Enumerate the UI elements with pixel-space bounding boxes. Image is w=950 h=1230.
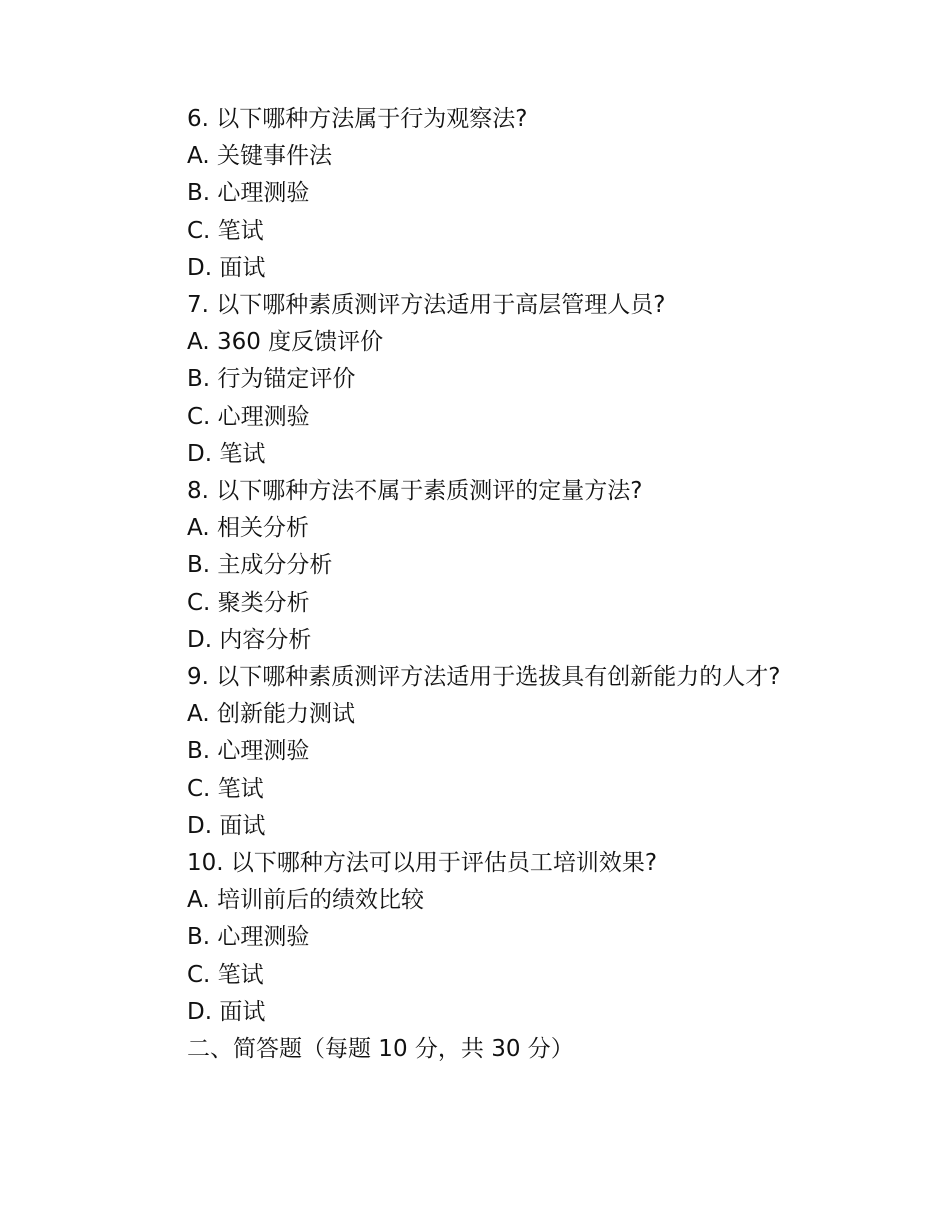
question-9-stem: 9. 以下哪种素质测评方法适用于选拔具有创新能力的人才? bbox=[187, 664, 781, 691]
question-7-stem: 7. 以下哪种素质测评方法适用于高层管理人员? bbox=[187, 292, 666, 319]
section-heading-short-answer: 二、简答题（每题 10 分，共 30 分） bbox=[187, 1036, 574, 1063]
question-8-option-a: A. 相关分析 bbox=[187, 515, 309, 542]
question-8-option-c: C. 聚类分析 bbox=[187, 589, 310, 616]
question-10-option-c: C. 笔试 bbox=[187, 961, 264, 988]
question-10-option-d: D. 面试 bbox=[187, 998, 266, 1025]
question-9-option-b: B. 心理测验 bbox=[187, 738, 310, 765]
question-8-option-d: D. 内容分析 bbox=[187, 626, 312, 653]
question-9-option-a: A. 创新能力测试 bbox=[187, 701, 355, 728]
question-6-option-c: C. 笔试 bbox=[187, 217, 264, 244]
question-9-option-d: D. 面试 bbox=[187, 812, 266, 839]
question-7-option-b: B. 行为锚定评价 bbox=[187, 366, 356, 393]
question-7-option-d: D. 笔试 bbox=[187, 440, 266, 467]
question-6-option-b: B. 心理测验 bbox=[187, 180, 310, 207]
question-6-stem: 6. 以下哪种方法属于行为观察法? bbox=[187, 106, 528, 132]
question-7-option-c: C. 心理测验 bbox=[187, 403, 310, 430]
question-6-option-d: D. 面试 bbox=[187, 254, 266, 281]
question-8-stem: 8. 以下哪种方法不属于素质测评的定量方法? bbox=[187, 478, 643, 505]
question-9-option-c: C. 笔试 bbox=[187, 775, 264, 802]
question-6-option-a: A. 关键事件法 bbox=[187, 143, 332, 170]
question-10-option-b: B. 心理测验 bbox=[187, 924, 310, 951]
question-8-option-b: B. 主成分分析 bbox=[187, 552, 333, 579]
question-10-stem: 10. 以下哪种方法可以用于评估员工培训效果? bbox=[187, 850, 658, 877]
question-10-option-a: A. 培训前后的绩效比较 bbox=[187, 887, 424, 914]
document-content bbox=[140, 101, 800, 1068]
question-7-option-a: A. 360 度反馈评价 bbox=[187, 329, 384, 356]
